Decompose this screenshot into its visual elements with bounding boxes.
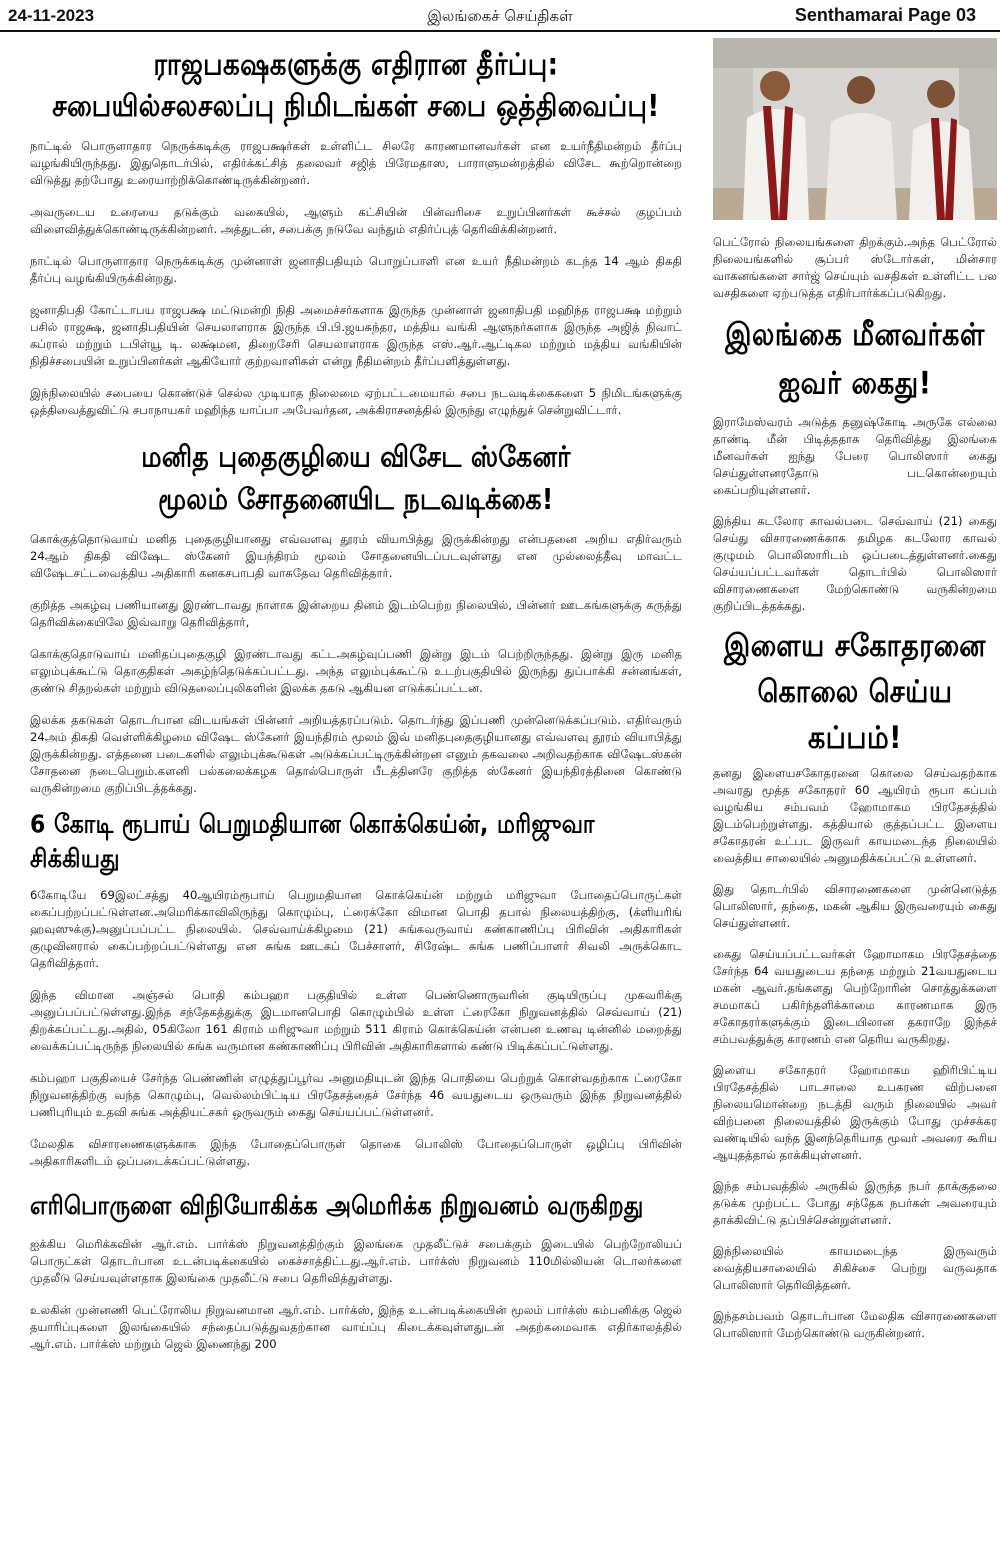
headline-line: கொலை செய்ய கப்பம்! [757,674,953,757]
paragraph: அவருடைய உரையை தடுக்கும் வகையில், ஆளும் கட்சியின் பின்வரிசை உறுப்பினர்கள் கூச்சல் குழப்பம் விளைவித்துக்கொண்டிருக்கின்றனர். அத்துடன், சபைக்கு நடுவே வந்தும் எதிர்ப்புத் தெரிவிக்கின்றனர். [30,205,682,236]
news-photo [713,38,997,220]
headline-line: சபையில்சலசலப்பு நிமிடங்கள் சபை ஒத்திவைப்பு! [52,89,660,124]
headline-line: மூலம் சோதனையிட நடவடிக்கை! [158,482,554,516]
headline-line: ராஜபகஷகளுக்கு எதிரான தீர்ப்பு: [153,48,559,83]
paragraph: ஐக்கிய மெரிக்கவின் ஆர்.எம். பார்க்ஸ் நிறுவனத்திற்கும் இலங்கை முதலீட்டுச் சபைக்கும் இடையில் பெற்றோலியப் பொருட்கள் தொடர்பான உடன்படிக்கையில் கைச்சாத்திட்டது.ஆர்.எம். பார்க்ஸ் நிறுவனம் 110மில்லியன் டொலர்களை முதலீடு செய்யவுள்ளதாக இலங்கை முதலீட்டு சபை தெரிவித்துள்ளது. [30,1237,682,1285]
paragraph: தனது இளையசகோதரனை கொலை செய்வதற்காக அவரது மூத்த சகோதரர் 60 ஆயிரம் ரூபா கப்பம் வழங்கிய சம்பவம் ஹோமாகம பிரதேசத்தில் இடம்பெற்றுள்ளது. கத்தியால் குத்தப்பட்ட இளைய சகோதரன் உட்பட இருவர் காயமடைந்த நிலையில் வைத்திய சாலையில் அனுமதிக்கப்பட்டு உள்ளனர். [713,766,997,865]
paragraph: இந்த சம்பவத்தில் அருகில் இருந்த நபர் தாக்குதலை தடுக்க முற்பட்ட போது சந்தேக நபர்கள் அவரையும் தாக்கிவிட்டு தப்பிச்சென்றுள்ளனர். [713,1179,997,1227]
paragraph: இலக்க தகடுகள் தொடர்பான விடயங்கள் பின்னர் அறியத்தரப்படும். தொடர்ந்து இப்பணி முன்னெடுக்கப்படும். எதிர்வரும் 24அம் திகதி வெள்ளிக்கிழமை விஷேட ஸ்கேனர் இயந்திரம் மூலம் இவ் மனிதபுதைகுழியானது எவ்வளவு தூரம் வியாபித்து இருக்கின்றது. எத்தனை படைகளில் எலும்புக்கூடுகள் அடுக்கப்பட்டிருக்கின்றன எனும் தகவலை அறிவதற்காக விஷேடஸ்கன் சோதனை நடைபெறும்.களனி பல்கலைக்கழக தொல்பொருள் பீடத்தினரே குறித்த ஸ்கேனர் இயந்திரத்தினை கொண்டு வருகின்றமை குறிப்பிடத்தக்கது. [30,713,682,795]
page-label: Senthamarai Page 03 [794,5,976,25]
paragraph: கொக்குதொடுவாய் மனிதப்புதைகுழி இரண்டாவது கட்டஅகழ்வுப்பணி இன்று இடம் பெற்றிருந்தது. இன்று இரு மனித எலும்புக்கூட்டு தொகுதிகள் அகழ்ந்தெடுக்கப்பட்டது. அந்த எலும்புக்கூட்டு உடற்பகுதியில் இருந்து துப்பாக்கி சன்னங்கள், குண்டு சிதறல்கள் மற்றும் விடுதலைப்புலிகளின் இலக்க தகடு ஆகியன எடுக்கப்பட்டன. [30,647,682,695]
headline [713,624,997,762]
paragraph: மேலதிக விசாரணைகளுக்காக இந்த போதைப்பொருள் தொகை பொலிஸ் போதைப்பொருள் ஒழிப்பு பிரிவின் அதிகாரிகளிடம் ஒப்படைக்கப்பட்டுள்ளது. [30,1137,682,1168]
paragraph: உலகின் முன்னணி பெட்ரோலிய நிறுவனமான ஆர்.எம். பார்க்ஸ், இந்த உடன்படிக்கையின் மூலம் பார்க்ஸ் கம்பனிக்கு ஜெல் தயாரிப்புகளை இலங்கையில் சந்தைப்படுத்துவதற்கான வாய்ப்பு கிடைக்கவுள்ளதுடன் அதற்கமைவாக எதிர்காலத்தில் ஆர்.எம். பார்க்ஸ் மற்றும் ஜெல் இணைந்து 200 [30,1303,682,1351]
paragraph: கைது செய்யப்பட்டவர்கள் ஹோமாகம பிரதேசத்தை சேர்ந்த 64 வயதுடைய தந்தை மற்றும் 21வயதுடைய மகன் ஆவர்.தங்களது பெற்றோரின் சொத்துக்களை சமமாகப் பகிர்ந்தளிக்காமை காரணமாக இரு சகோதரர்களுக்கும் இடையிலான தகராறே இந்தச் சம்பவத்துக்கு காரணம் என தெரிய வருகிறது. [713,947,997,1046]
issue-date: 24-11-2023 [8,6,95,25]
paragraph: நாட்டில் பொருளாதார நெருக்கடிக்கு ராஜபக்ஷர்கள் உள்ளிட்ட சிலரே காரணமானவர்கள் என உயர்நீதிமன்றம் தீர்ப்பு வழங்கியிருந்தது. இதுதொடர்பில், எதிர்க்கட்சித் தலைவர் சஜித் பிரேமதாஸ, பாராளுமன்றத்தில் விசேட கூற்றொன்றை விடுத்து தற்போது உரையாற்றிக்கொண்டிருக்கின்றனர். [30,139,682,187]
paragraph: இந்தசம்பவம் தொடர்பான மேலதிக விசாரணைகளை பொலிஸார் மேற்கொண்டு வருகின்றனர். [713,1309,997,1340]
paragraph: ஜனாதிபதி கோட்டாபய ராஜபக்ஷ மட்டுமன்றி நிதி அமைச்சர்களாக இருந்த முன்னாள் ஜனாதிபதி மஹிந்த ராஜபக்ஷ மற்றும் பசில் ராஜக்ஷ, ஜனாதிபதியின் செயலாளராக இருந்த பி.பி.ஜயசுந்தர, மத்திய வங்கி ஆளுநர்களாக இருந்த அஜித் நிவாட் கப்ரால் மற்றும் டபிள்யூ டி. லக்ஷ்மன, திறைசேரி செயலாளராக இருந்த எஸ்.ஆர்.ஆட்டிகல மற்றும் மத்திய வங்கியின் நிதிச்சபையின் உறுப்பினர்கள் ஆகியோர் குற்றவாளிகள் என்று நீதிமன்றம் தீர்ப்பளித்துள்ளது. [30,303,682,368]
paragraph: கம்பஹா பகுதியைச் சேர்ந்த பெண்ணின் எழுத்துப்பூர்வ அனுமதியுடன் இந்த பொதியை பெற்றுக் கொள்வதற்காக ட்ரைகோ நிறுவனத்திற்கு வந்த கொழும்பு, வெல்லம்பிட்டிய பிரதேசத்தைச் சேர்ந்த 46 வயதுடைய ஒருவரும் இந்த நிறுவனத்தில் பணிபுரியும் உதவி சுங்க அத்தியட்சகர் ஒருவரும் கைது செய்யப்பட்டுள்ளனர். [30,1071,682,1119]
left-column [30,34,682,1539]
article-fuel-company [30,1192,682,1353]
headline [30,45,682,128]
article-brother-attack [713,628,997,1342]
article-cocaine-seized [30,810,682,1170]
right-column [713,38,997,1538]
paragraph: 6கோடியே 69இலட்சத்து 40ஆயிரம்ரூபாய் பெறுமதியான கொக்கெய்ன் மற்றும் மரிஜுவா போதைப்பொருட்கள் கைப்பற்றப்பட்டுள்ளன.அமெரிக்காவிலிருந்து கொழும்பு, ட்ரைக்கோ விமான பொதி தபால் நிலையத்திற்கு, (க்ளியரிங் ஹவுஸுக்கு)அனுப்பப்பட்ட நிலையில். செவ்வாய்க்கிழமை (21) சுங்கவருவாய் கண்காணிப்பு பிரிவின் அதிகாரிகள் குழுவினரால் கைப்பற்றப்பட்டுள்ளது என சுங்க ஊடகப் பேச்சாளர், சிரேஷ்ட சுங்க பணிப்பாளர் சிவலி அருக்கொட தெரிவித்தார். [30,888,682,970]
page-header [0,0,1000,32]
paragraph: இராமேஸ்வரம் அடுத்த தனுஷ்கோடி அருகே எல்லை தாண்டி மீன் பிடித்ததாக தெரிவித்து இலங்கை மீனவர்கள் ஐந்து பேரை பொலிஸார் கைது செய்துள்ளனரதோடு படகொன்றையும் கைப்பறியுள்ளனர். [713,415,997,497]
section-title: இலங்கைச் செய்திகள் [427,7,573,25]
paragraph: நாட்டில் பொருளாதார நெருக்கடிக்கு முன்னாள் ஜனாதிபதியும் பொறுப்பாளி என உயர் நீதிமன்றம் கடந்த 14 ஆம் திகதி தீர்ப்பு வழங்கியிருக்கின்றது. [30,254,682,285]
paragraph: இந்திய கடலோர காவல்படை செவ்வாய் (21) கைது செய்து விசாரணைக்காக தமிழக கடலோர காவல் குழுமம் பொலிஸாரிடம் ஒப்படைத்துள்ளனர்.கைது செய்யப்பட்டவர்கள் தொடர்பில் பொலிஸார் விசாரணைகளை மேற்கொண்டு வருகின்றமை குறிப்பிடத்தக்கது. [713,514,997,613]
paragraph: குறித்த அகழ்வு பணியானது இரண்டாவது நாளாக இன்றைய தினம் இடம்பெற்ற நிலையில், பின்னர் ஊடகங்களுக்கு கருத்து தெரிவிக்கையிலே இவ்வாறு தெரிவித்தார், [30,598,682,629]
paragraph: இந்நிலையில் காயமடைந்த இருவரும் வைத்தியசாலையில் சிகிச்சை பெற்று வருவதாக பொலிஸார் தெரிவித்தனர். [713,1244,997,1292]
paragraph: இந்நிலையில் சபையை கொண்டுச் செல்ல முடியாத நிலைமை ஏற்பட்டமையால் சபை நடவடிக்கைகளை 5 நிமிடங்களுக்கு ஒத்திவைத்துவிட்டு சபாநாயகர் மஹிந்த யாப்பா அபேவர்தன, அக்கிராசனத்தில் இருந்து எழுந்துச் சென்றுவிட்டார். [30,386,682,417]
paragraph: பெட்ரோல் நிலையங்களை திறக்கும்.அந்த பெட்ரோல் நிலையங்களில் சூப்பர் ஸ்டோர்கள், மின்சார வாகனங்களை சார்ஜ் செய்யும் வசதிகள் உள்ளிட்ட பல வசதிகளை ஏற்படுத்த எதிர்பார்க்கப்படுகிறது. [713,235,997,300]
paragraph: இது தொடர்பில் விசாரணைகளை முன்னெடுத்த பொலிஸார், தந்தை, மகன் ஆகிய இருவரையும் கைது செய்துள்ளனர். [713,882,997,930]
headline [713,312,997,409]
article-fishermen-arrest [713,318,997,615]
headline-line: மனித புதைகுழியை விசேட ஸ்கேனர் [141,440,571,474]
headline-line: ஐவர் கைது! [778,365,932,402]
headline-line: இலங்கை மீனவர்கள் [725,317,985,354]
article-rajapaksa-verdict [30,50,682,419]
paragraph: இந்த விமான அஞ்சல் பொதி கம்பஹா பகுதியில் உள்ள பெண்ணொருவரின் குடியிருப்பு முகவரிக்கு அனுப்பப்பட்டுள்ளது.இந்த சந்தேகத்துக்கு இடமானபொதி கொழும்பில் உள்ள ட்ரைகோ நிறுவனத்தில் செவ்வாய் (21) திறக்கப்பட்டது.அதில், 05கிலோ 161 கிராம் மரிஜுவா மற்றும் 511 கிராம் கொக்கெய்ன் என்பன உணவு டின்னில் மறைத்து வைக்கப்பட்டிருந்த நிலையில் சுங்க வருமான கண்காணிப்பு பிரிவின் அதிகாரிகளால் கண்டு பிடிக்கப்பட்டுள்ளது. [30,988,682,1053]
headline: 6 கோடி ரூபாய் பெறுமதியான கொக்கெய்ன், மரிஜுவா சிக்கியது [30,810,595,875]
headline [30,435,682,520]
paragraph: கொக்குத்தொடுவாய் மனித புதைகுழியானது எவ்வளவு தூரம் வியாபித்து இருக்கின்றது என்பதனை அறிய எதிர்வரும் 24ஆம் திகதி விஷேட ஸ்கேனர் இயந்திரம் மூலம் சோதனையிடப்படவுள்ளது என முல்லைத்தீவு மாவட்ட விஷேடசட்டவைத்திய அதிகாரி கனகசபாபதி வாசுதேவ தெரிவித்தார். [30,532,682,580]
headline-line: இளைய சகோதரனை [724,628,986,665]
paragraph: இளைய சகோதரர் ஹோமாகம ஹிரிபிட்டிய பிரதேசத்தில் பாடசாலை உபகரண விற்பனை நிலையமொன்றை நடத்தி வரும் நிலையில் அவர் விற்பனை நிலையத்தில் இருக்கும் போது முச்சக்கர வண்டியில் வந்த இனந்தெரியாத மூவர் அவரை கூரிய ஆயுதத்தால் தாக்கியுள்ளனர். [713,1063,997,1162]
article-mass-grave-scanner [30,441,682,797]
headline: எரிபொருளை விநியோகிக்க அமெரிக்க நிறுவனம் வருகிறது [30,1192,644,1221]
